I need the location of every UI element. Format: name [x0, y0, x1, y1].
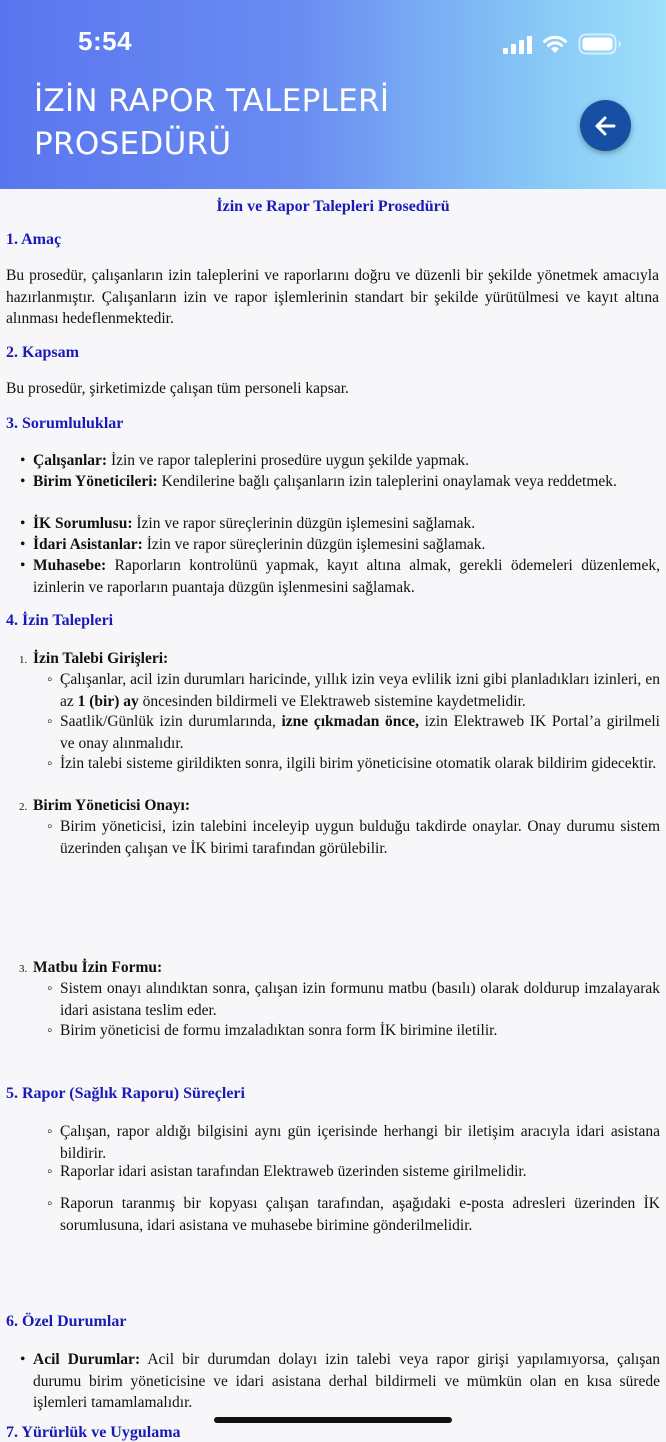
- item-number: 1.: [19, 654, 28, 666]
- document-content: [0, 189, 666, 216]
- list-item: • Acil Durumlar: Acil bir durumdan dolayı izin talebi veya rapor girişi yapılamıyorsa, çalışan durumu birim yöneticisine ve idari asistana derhal bildirmeli ve mümkün olan en kısa sürede işlemleri tamamlamalıdır.: [20, 1351, 660, 1411]
- wifi-icon: [542, 34, 568, 54]
- section-text-amac: Bu prosedür, çalışanların izin taleplerini ve raporlarını doğru ve düzenli bir şekilde yönetmek amacıyla hazırlanmıştır. Çalışanların izin ve rapor işlemlerinin standart bir şekilde yürütülmesi ve kayıt altına alınması hedeflenmektedir.: [6, 267, 659, 327]
- section-heading-izin-talepleri: 4. İzin Talepleri: [6, 612, 114, 629]
- back-button[interactable]: [580, 100, 631, 151]
- home-indicator[interactable]: [214, 1417, 452, 1423]
- list-item: ◦ Saatlik/Günlük izin durumlarında, izne çıkmadan önce, izin Elektraweb IK Portal’a girilmeli ve onay alınmalıdır.: [47, 713, 660, 752]
- battery-icon: [578, 33, 622, 55]
- list-item-label: İdari Asistanlar:: [33, 536, 143, 553]
- list-item: • Muhasebe: Raporların kontrolünü yapmak, kayıt altına almak, gerekli ödemeleri düzenlemek, izinlerin ve raporların puantaja düzgün işlenmesini sağlamak.: [20, 557, 660, 596]
- arrow-left-icon: [592, 112, 620, 140]
- list-item-label: İK Sorumlusu:: [33, 515, 133, 532]
- list-item-text: Raporların kontrolünü yapmak, kayıt altına almak, gerekli ödemeleri düzenlemek, izinlerin ve raporların puantaja düzgün işlenmesini sağlamak.: [33, 557, 660, 596]
- page-title: İZİN RAPOR TALEPLERİ PROSEDÜRÜ: [34, 83, 390, 162]
- list-item: ◦ Çalışan, rapor aldığı bilgisini aynı gün içerisinde herhangi bir iletişim aracıyla idari asistana bildirir.: [47, 1123, 660, 1162]
- list-item-text: Acil bir durumdan dolayı izin talebi veya rapor girişi yapılamıyorsa, çalışan durumu birim yöneticisine ve idari asistana derhal bildirmeli ve mümkün olan en kısa sürede işlemleri tamamlamalıdır.: [33, 1351, 660, 1411]
- list-item: ◦ Birim yöneticisi, izin talebini inceleyip uygun bulduğu takdirde onaylar. Onay durumu sistem üzerinden çalışan ve İK birimi tarafından görülebilir.: [47, 818, 660, 857]
- list-item: • Çalışanlar: İzin ve rapor taleplerini prosedüre uygun şekilde yapmak.: [20, 452, 470, 469]
- list-item: ◦ Sistem onayı alındıktan sonra, çalışan izin formunu matbu (basılı) olarak doldurup imzalayarak idari asistana teslim eder.: [47, 980, 660, 1019]
- list-item-text: İzin ve rapor taleplerini prosedüre uygun şekilde yapmak.: [107, 452, 470, 469]
- section-heading-sorumluluklar: 3. Sorumluluklar: [6, 415, 124, 432]
- list-item: ◦ Raporlar idari asistan tarafından Elektraweb üzerinden sisteme girilmelidir.: [47, 1163, 527, 1180]
- list-item-label: Acil Durumlar:: [33, 1351, 141, 1368]
- status-icons: [503, 29, 622, 59]
- item-number: 2.: [19, 801, 28, 813]
- section-heading-yururluk: 7. Yürürlük ve Uygulama: [6, 1424, 181, 1441]
- app-header: [0, 0, 666, 189]
- item-title: Birim Yöneticisi Onayı:: [33, 797, 190, 814]
- list-item-label: Muhasebe:: [33, 557, 107, 574]
- list-item-label: Birim Yöneticileri:: [33, 473, 158, 490]
- section-heading-ozel-durumlar: 6. Özel Durumlar: [6, 1313, 127, 1330]
- list-item: ◦ Raporun taranmış bir kopyası çalışan tarafından, aşağıdaki e-posta adresleri üzerinden İK sorumlusuna, idari asistana ve muhasebe birimine gönderilmelidir.: [47, 1195, 660, 1234]
- cellular-signal-icon: [503, 34, 532, 54]
- list-item-text: Kendilerine bağlı çalışanların izin taleplerini onaylamak veya reddetmek.: [157, 473, 617, 490]
- item-number: 3.: [19, 963, 28, 975]
- item-title: Matbu İzin Formu:: [33, 959, 163, 976]
- list-item: • İK Sorumlusu: İzin ve rapor süreçlerinin düzgün işlemesini sağlamak.: [20, 515, 476, 532]
- numbered-item-title: [19, 648, 168, 672]
- section-text-kapsam: Bu prosedür, şirketimizde çalışan tüm personeli kapsar.: [6, 380, 349, 397]
- list-item-text: İzin ve rapor süreçlerinin düzgün işlemesini sağlamak.: [142, 536, 486, 553]
- list-item: ◦ İzin talebi sisteme girildikten sonra, ilgili birim yöneticisine otomatik olarak bildirim gidecektir.: [47, 755, 657, 772]
- status-time: 5:54: [78, 26, 133, 56]
- numbered-item-title: [19, 957, 162, 981]
- section-heading-rapor: 5. Rapor (Sağlık Raporu) Süreçleri: [6, 1085, 245, 1102]
- list-item: ◦ Birim yöneticisi de formu imzaladıktan sonra form İK birimine iletilir.: [47, 1022, 498, 1039]
- document-title: İzin ve Rapor Talepleri Prosedürü: [216, 198, 450, 215]
- section-heading-kapsam: 2. Kapsam: [6, 344, 79, 361]
- section-heading-amac: 1. Amaç: [6, 231, 62, 248]
- numbered-item-title: [19, 795, 190, 819]
- list-item-text: İzin ve rapor süreçlerinin düzgün işlemesini sağlamak.: [132, 515, 476, 532]
- list-item: ◦ Çalışanlar, acil izin durumları haricinde, yıllık izin veya evlilik izni gibi planladıkları izinleri, en az 1 (bir) ay öncesinden bildirmeli ve Elektraweb sistemine kaydetmelidir.: [47, 671, 660, 710]
- list-item-label: Çalışanlar:: [33, 452, 108, 469]
- list-item: • Birim Yöneticileri: Kendilerine bağlı çalışanların izin taleplerini onaylamak veya reddetmek.: [20, 473, 617, 490]
- item-title: İzin Talebi Girişleri:: [33, 650, 169, 667]
- list-item: • İdari Asistanlar: İzin ve rapor süreçlerinin düzgün işlemesini sağlamak.: [20, 536, 486, 553]
